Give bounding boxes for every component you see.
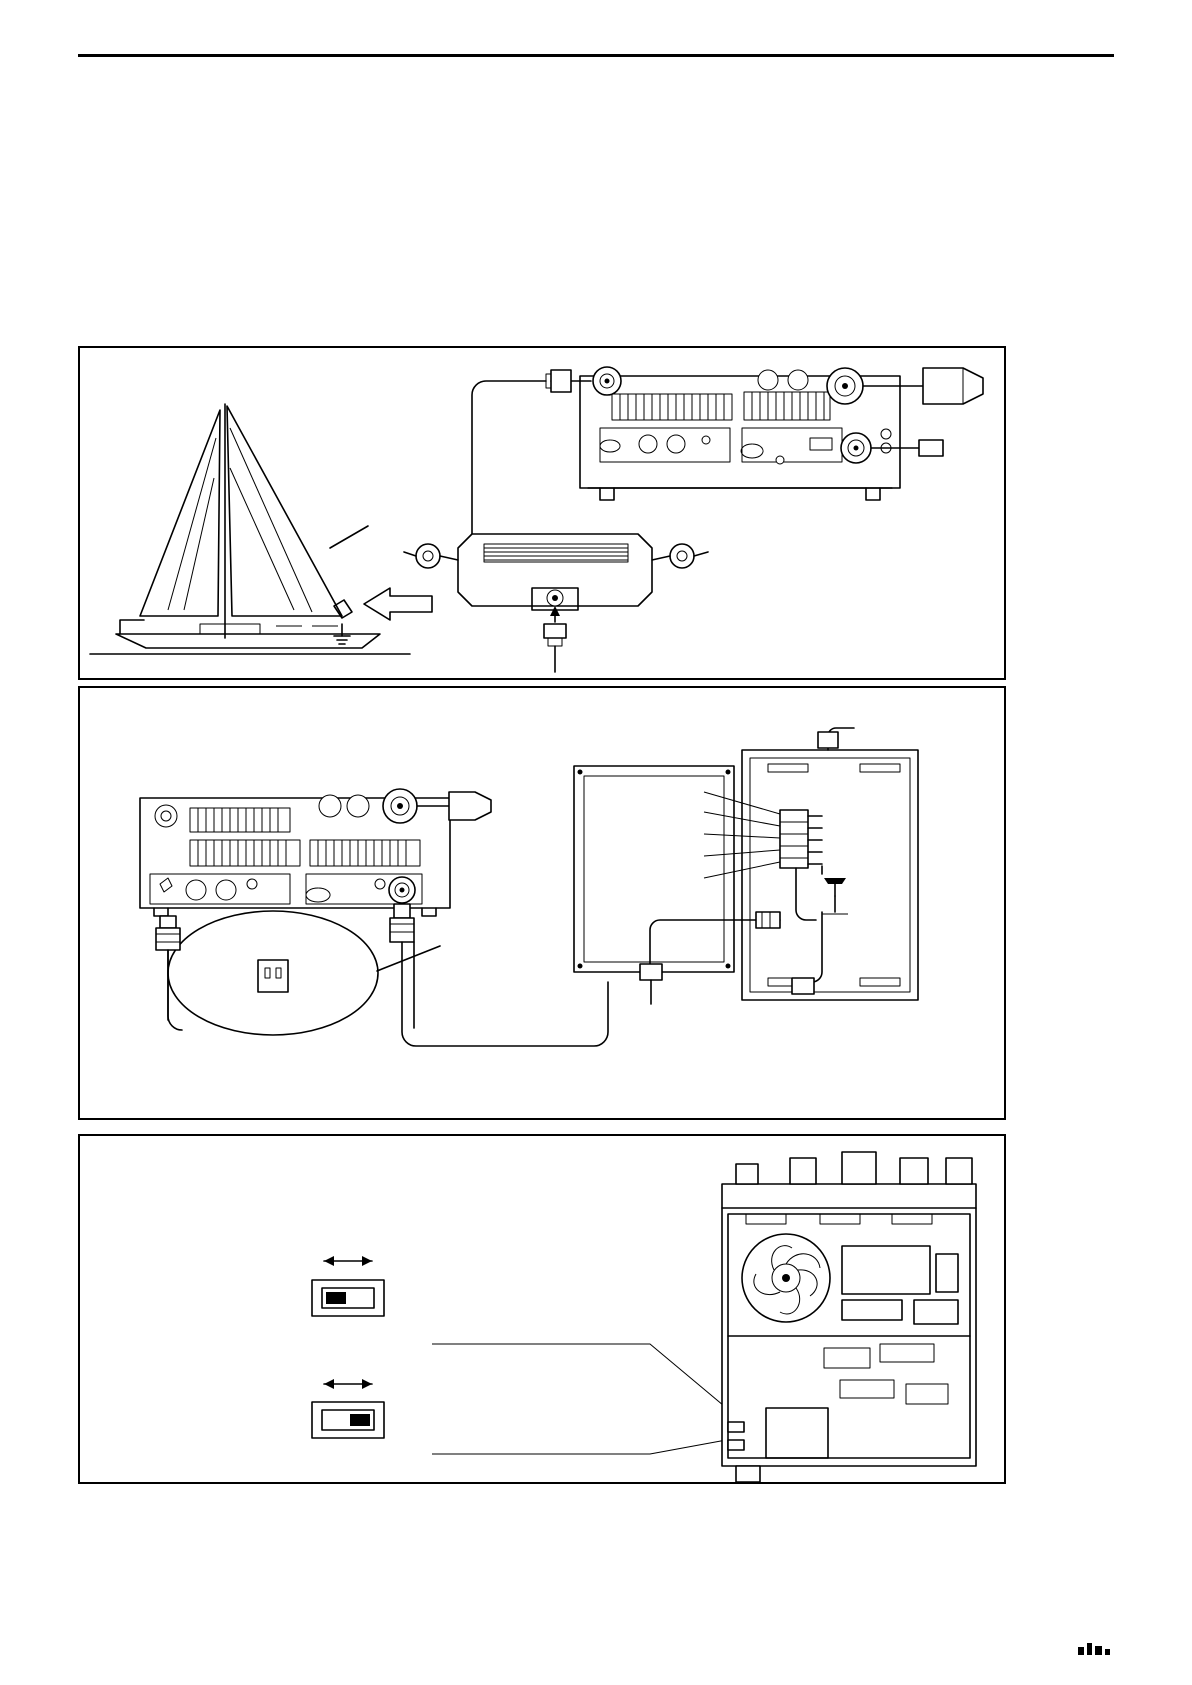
leader-line-upper <box>432 1344 748 1426</box>
figure-3-drawing <box>80 1136 1004 1482</box>
dip-switch-upper <box>312 1256 384 1316</box>
figure-transceiver-power-connection <box>78 686 1006 1120</box>
page-corner-mark <box>1078 1643 1118 1655</box>
leader-line-lower <box>432 1436 748 1454</box>
figure-1-drawing <box>80 348 1004 678</box>
transceiver-rear-panel <box>140 789 450 916</box>
arrow-pointer <box>364 588 432 620</box>
dip-switch-lower <box>312 1379 384 1438</box>
sailboat-illustration <box>90 404 432 654</box>
cooling-fan <box>742 1234 830 1322</box>
transceiver-rear-panel <box>580 367 900 500</box>
insulator-left <box>404 544 458 568</box>
header-rule <box>78 54 1114 57</box>
antenna-tuner-unit <box>404 534 708 672</box>
power-supply-cabinet <box>574 766 734 972</box>
figure-internal-jumper-switches <box>78 1134 1006 1484</box>
figure-2-drawing <box>80 688 1004 1118</box>
figure-boat-antenna-tuner <box>78 346 1006 680</box>
chassis-interior-view <box>722 1152 976 1482</box>
insulator-right <box>652 544 708 568</box>
